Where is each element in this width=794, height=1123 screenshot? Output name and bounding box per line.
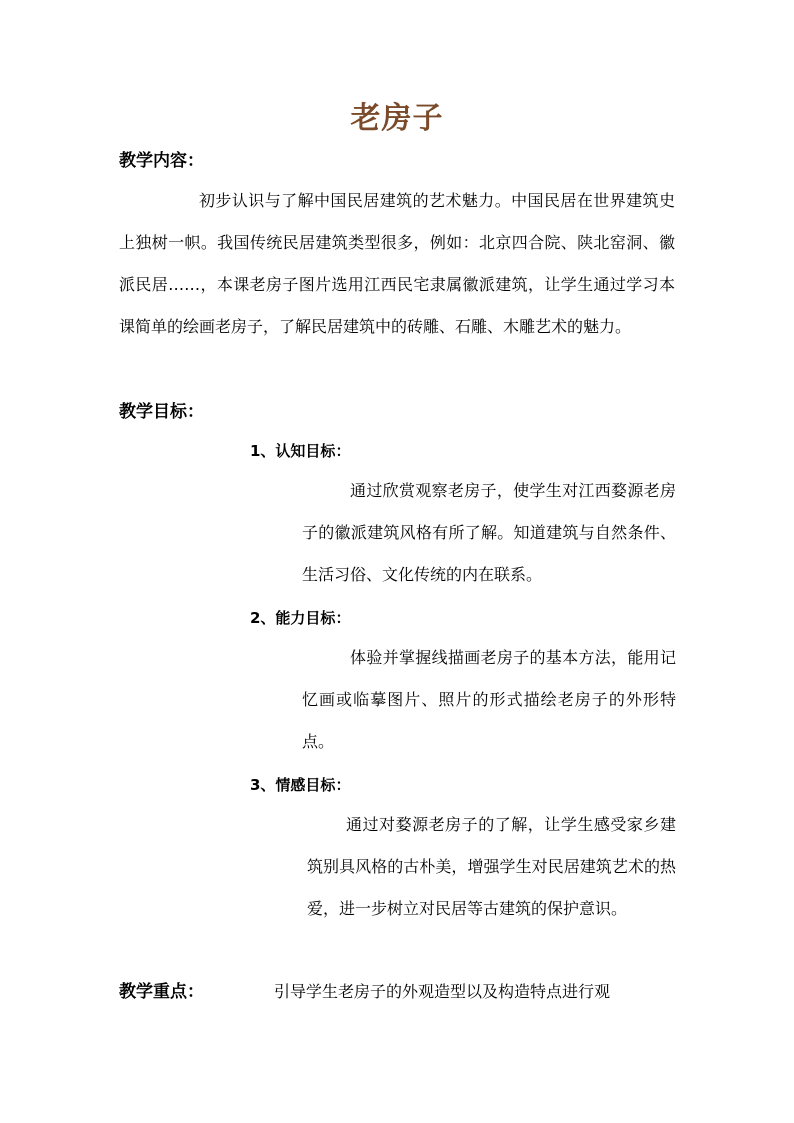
teaching-goals-heading: 教学目标： <box>119 402 204 422</box>
teaching-content-heading: 教学内容： <box>119 151 204 171</box>
emotion-goal-text: 通过对婺源老房子的了解，让学生感受家乡建筑别具风格的古朴美，增强学生对民居建筑艺术的热爱，进一步树立对民居等古建筑的保护意识。 <box>307 815 676 918</box>
key-points-text: 引导学生老房子的外观造型以及构造特点进行观 <box>274 982 611 1001</box>
teaching-content-paragraph: 初步认识与了解中国民居建筑的艺术魅力。中国民居在世界建筑史上独树一帜。我国传统民居建筑类型很多，例如：北京四合院、陕北窑洞、徽派民居……，本课老房子图片选用江西民宅隶属徽派建筑，让学生通过学习本课简单的绘画老房子，了解民居建筑中的砖雕、石雕、木雕艺术的魅力。 <box>119 191 675 336</box>
ability-goal-label: 2、能力目标： <box>250 609 351 627</box>
cognitive-goal-text: 通过欣赏观察老房子，使学生对江西婺源老房子的徽派建筑风格有所了解。知道建筑与自然条件、生活习俗、文化传统的内在联系。 <box>302 481 676 584</box>
document-title: 老房子 <box>350 101 444 136</box>
key-points-label: 教学重点： <box>119 982 204 1002</box>
cognitive-goal-label: 1、认知目标： <box>250 442 351 460</box>
ability-goal-text: 体验并掌握线描画老房子的基本方法，能用记忆画或临摹图片、照片的形式描绘老房子的外形特点。 <box>302 648 676 751</box>
emotion-goal-label: 3、情感目标： <box>250 776 351 794</box>
